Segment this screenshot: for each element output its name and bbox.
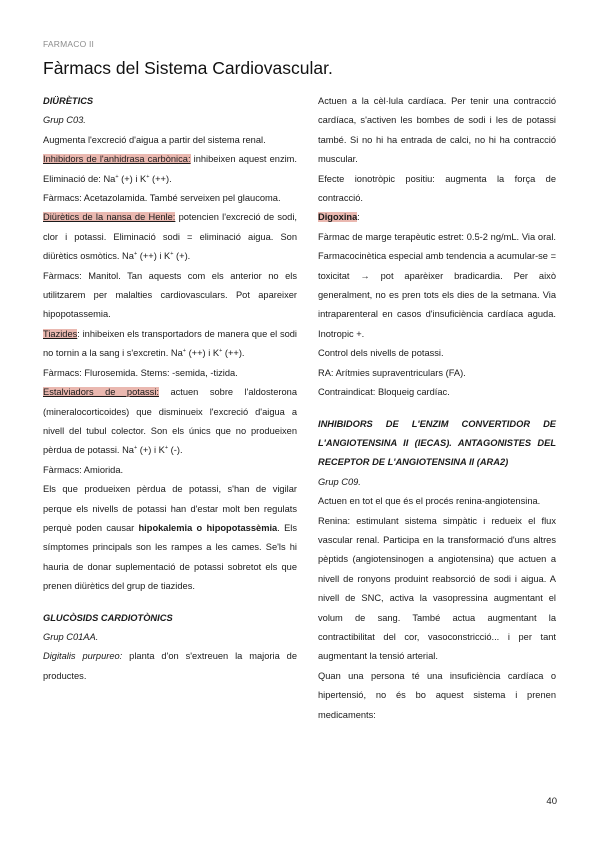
paragraph: Contraindicat: Bloqueig cardíac. <box>318 387 450 398</box>
paragraph: Fàrmacs: Amiorida. <box>43 464 124 475</box>
right-column <box>318 92 556 725</box>
highlighted-term: Tiazides <box>43 328 78 339</box>
paragraph-digitalis: Digitalis purpureo: planta d'on s'extreuen la majoria de productes. <box>43 651 297 681</box>
paragraph: Fàrmacs: Manitol. Tan aquests com els anterior no els utilitzarem per malalties cardiovasculars. Pot apareixer hipopotassemia. <box>43 270 297 320</box>
paragraph: RA: Arítmies supraventriculars (FA). <box>318 367 466 378</box>
paragraph: Actuen a la cèl·lula cardíaca. Per tenir una contracció cardíaca, s'activen les bombes de sodi i les de potassi també. Si no hi ha entrada de calci, no hi ha contracció muscular. <box>318 96 556 165</box>
group-code: Grup C01AA. <box>43 631 99 642</box>
page-title: Fàrmacs del Sistema Cardiovascular. <box>43 58 333 78</box>
paragraph: Augmenta l'excreció d'aigua a partir del sistema renal. <box>43 134 266 145</box>
highlighted-term: Digoxina <box>318 212 358 223</box>
running-header: FARMACO II <box>43 39 95 49</box>
paragraph: Fàrmac de marge terapèutic estret: 0.5-2 ng/mL. Via oral. Farmacocinètica especial amb tendencia a acumular-se = toxicitat → pot aparèixer bradicardia. Per això generalment, no es pren tots els dies de la setmana. Via intraparenteral en casos d'insuficiència cardíaca aguda. Inotropic +. <box>318 231 556 339</box>
section-heading-diuretics: DIÜRÈTICS <box>43 96 94 106</box>
group-code: Grup C03. <box>43 115 86 126</box>
paragraph-henle: Diürètics de la nansa de Henle: potencien l'excreció de sodi, clor i potassi. Eliminació sodi = eliminació aigua. Son diürètics osmòtics. Na+ (++) i K+ (+). <box>43 212 297 262</box>
paragraph-estalviadors: Estalviadors de potassi: actuen sobre l'aldosterona (mineralocorticoides) que disminueix l'excreció d'aigua a nivell del tubul colector. Son els únics que no produeixen pèrdua de potassi. Na+ (+) i K+ (-). <box>43 387 297 456</box>
group-code: Grup C09. <box>318 476 361 487</box>
highlighted-term: Inhibidors de l'anhidrasa carbònica: <box>43 154 191 165</box>
paragraph-potassium-loss: Els que produeixen pèrdua de potassi, s'han de vigilar perque els nivells de potassi han d'estar molt ben regulats perquè poden causar hipokalemia o hipopotassèmia. Els símptomes principals son les rampes a les cames. Se'ls hi hauria de donar suplementació de potassi sobretot els que prenen diürètics del grup de tiazides. <box>43 484 297 592</box>
paragraph: Quan una persona té una insuficiència cardíaca o hipertensió, no és bo aquest sistema i prenen medicaments: <box>318 670 556 720</box>
page-number: 40 <box>546 796 557 807</box>
paragraph-anhidrasa: Inhibidors de l'anhidrasa carbònica: inhibeixen aquest enzim. Eliminació de: Na+ (+) i K+ (++). <box>43 154 297 184</box>
paragraph: Renina: estimulant sistema simpàtic i redueix el flux vascular renal. Participa en la transformació d'uns altres pèptids (angiotensinogen a angiotensina) que actuen a nivell de ronyons produint reabsorció de sodi i aigua. A nivell de SNC, activa la vasopressina augmentant el volum de sang. També actua augmentant la contractibilitat del cor, vasoconstricció... i per tant augmentant la tensió arterial. <box>318 515 556 662</box>
highlighted-term: Estalviadors de potassi: <box>43 387 159 398</box>
section-heading-glucosids: GLUCÒSIDS CARDIOTÒNICS <box>43 612 173 623</box>
left-column <box>43 92 297 686</box>
paragraph-tiazides: Tiazides: inhibeixen els transportadors de manera que el sodi no tornin a la sang i s'excretin. Na+ (++) i K+ (++). <box>43 328 297 359</box>
paragraph-digoxina: Digoxina: <box>318 212 360 223</box>
section-heading-iecas: INHIBIDORS DE L'ENZIM CONVERTIDOR DE L'ANGIOTENSINA II (IECAS). ANTAGONISTES DEL RECEPTOR DE L'ANGIOTENSINA II (ARA2) <box>318 418 556 468</box>
highlighted-term: Diürètics de la nansa de Henle: <box>43 212 176 223</box>
paragraph: Fàrmacs: Flurosemida. Stems: -semida, -tizida. <box>43 367 238 378</box>
paragraph: Efecte ionotròpic positiu: augmenta la força de contracció. <box>318 173 556 204</box>
paragraph: Control dels nivells de potassi. <box>318 348 444 359</box>
paragraph: Actuen en tot el que és el procés renina-angiotensina. <box>318 496 541 507</box>
paragraph: Fàrmacs: Acetazolamida. També serveixen pel glaucoma. <box>43 193 281 204</box>
